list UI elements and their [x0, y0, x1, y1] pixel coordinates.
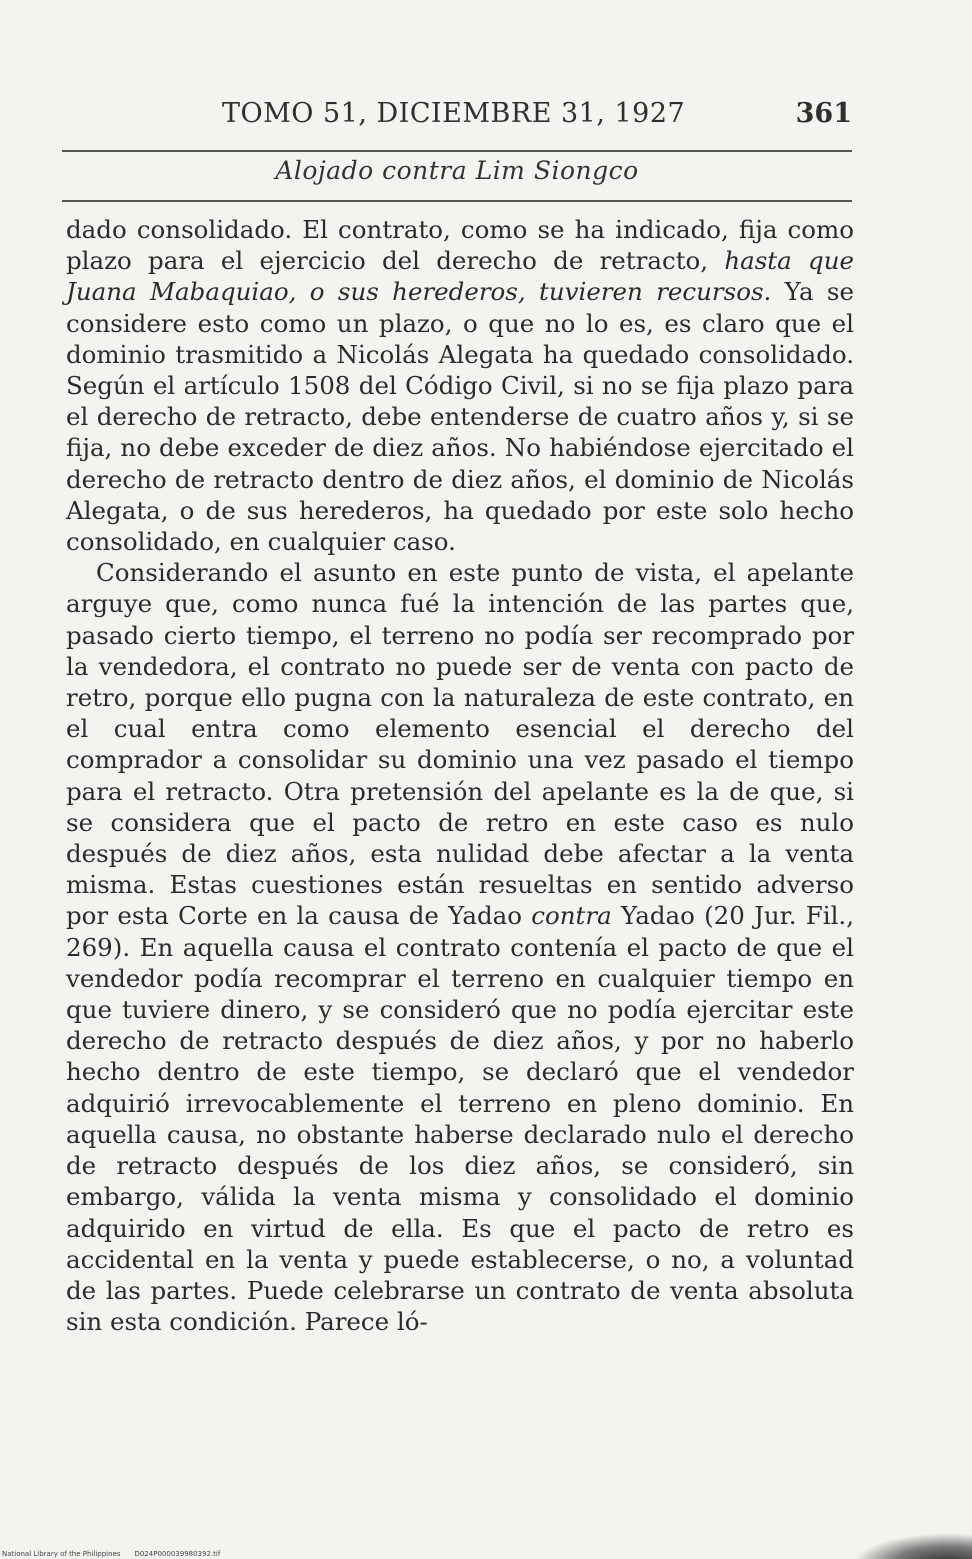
- paragraph-2-text-b: Yadao (20 Jur. Fil., 269). En aquella causa el contrato contenía el pacto de que el vendedor podía recomprar el terreno en cualquier tiempo en que tuviere dinero, y se consideró que no podía ejercitar este derecho de retracto después de diez años, y por no haberlo hecho dentro de este tiempo, se declaró que el vendedor adquirió irrevocablemente el terreno en pleno dominio. En aquella causa, no obstante haberse declarado nulo el derecho de retracto después de los diez años, se consideró, sin embargo, válida la venta misma y consolidado el dominio adquirido en virtud de ella. Es que el pacto de retro es accidental en la venta y puede establecerse, o no, a voluntad de las partes. Puede celebrarse un contrato de venta absoluta sin esta condición. Parece ló-: [66, 901, 854, 1337]
- paragraph-2-text-a: Considerando el asunto en este punto de vista, el apelante arguye que, como nunca fué la intención de las partes que, pasado cierto tiempo, el terreno no podía ser recomprado por la vendedora, el contrato no puede ser de venta con pacto de retro, porque ello pugna con la naturaleza de este contrato, en el cual entra como elemento esencial el derecho del comprador a consolidar su dominio una vez pasado el tiempo para el retracto. Otra pretensión del apelante es la de que, si se considera que el pacto de retro en este caso es nulo después de diez años, esta nulidad debe afectar a la venta misma. Estas cuestiones están resueltas en sentido adverso por esta Corte en la causa de Yadao: [66, 558, 854, 931]
- scan-corner-shadow: [852, 1533, 972, 1559]
- scan-footer: [2, 1550, 220, 1558]
- header-bottom-rule: [62, 200, 852, 202]
- body-text: [66, 214, 854, 1337]
- paragraph-2-italic-contra: contra: [531, 901, 612, 931]
- running-head: [62, 98, 852, 142]
- paragraph-1-text-a: dado consolidado. El contrato, como se ha indicado, fija como plazo para el ejercicio del derecho de retracto,: [66, 215, 854, 276]
- paragraph-2: [66, 557, 854, 1337]
- paragraph-1: [66, 214, 854, 557]
- paragraph-1-italic-term: hasta que Juana Mabaquiao, o sus herederos, tuvieren recursos.: [66, 246, 854, 307]
- footer-code: D024P000039980392.tif: [134, 1550, 221, 1558]
- paragraph-1-text-b: Ya se considere esto como un plazo, o que no lo es, es claro que el dominio trasmitido a Nicolás Alegata ha quedado consolidado. Según el artículo 1508 del Código Civil, si no se fija plazo para el derecho de retracto, debe entenderse de cuatro años y, si se fija, no debe exceder de diez años. No habiéndose ejercitado el derecho de retracto dentro de diez años, el dominio de Nicolás Alegata, o de sus herederos, ha quedado por este solo hecho consolidado, en cualquier caso.: [66, 277, 855, 557]
- running-title: TOMO 51, DICIEMBRE 31, 1927: [222, 98, 686, 129]
- header-top-rule: [62, 150, 852, 152]
- case-caption: Alojado contra Lim Siongco: [275, 156, 639, 185]
- footer-library: National Library of the Philippines: [2, 1550, 121, 1558]
- page-number: 361: [795, 98, 852, 129]
